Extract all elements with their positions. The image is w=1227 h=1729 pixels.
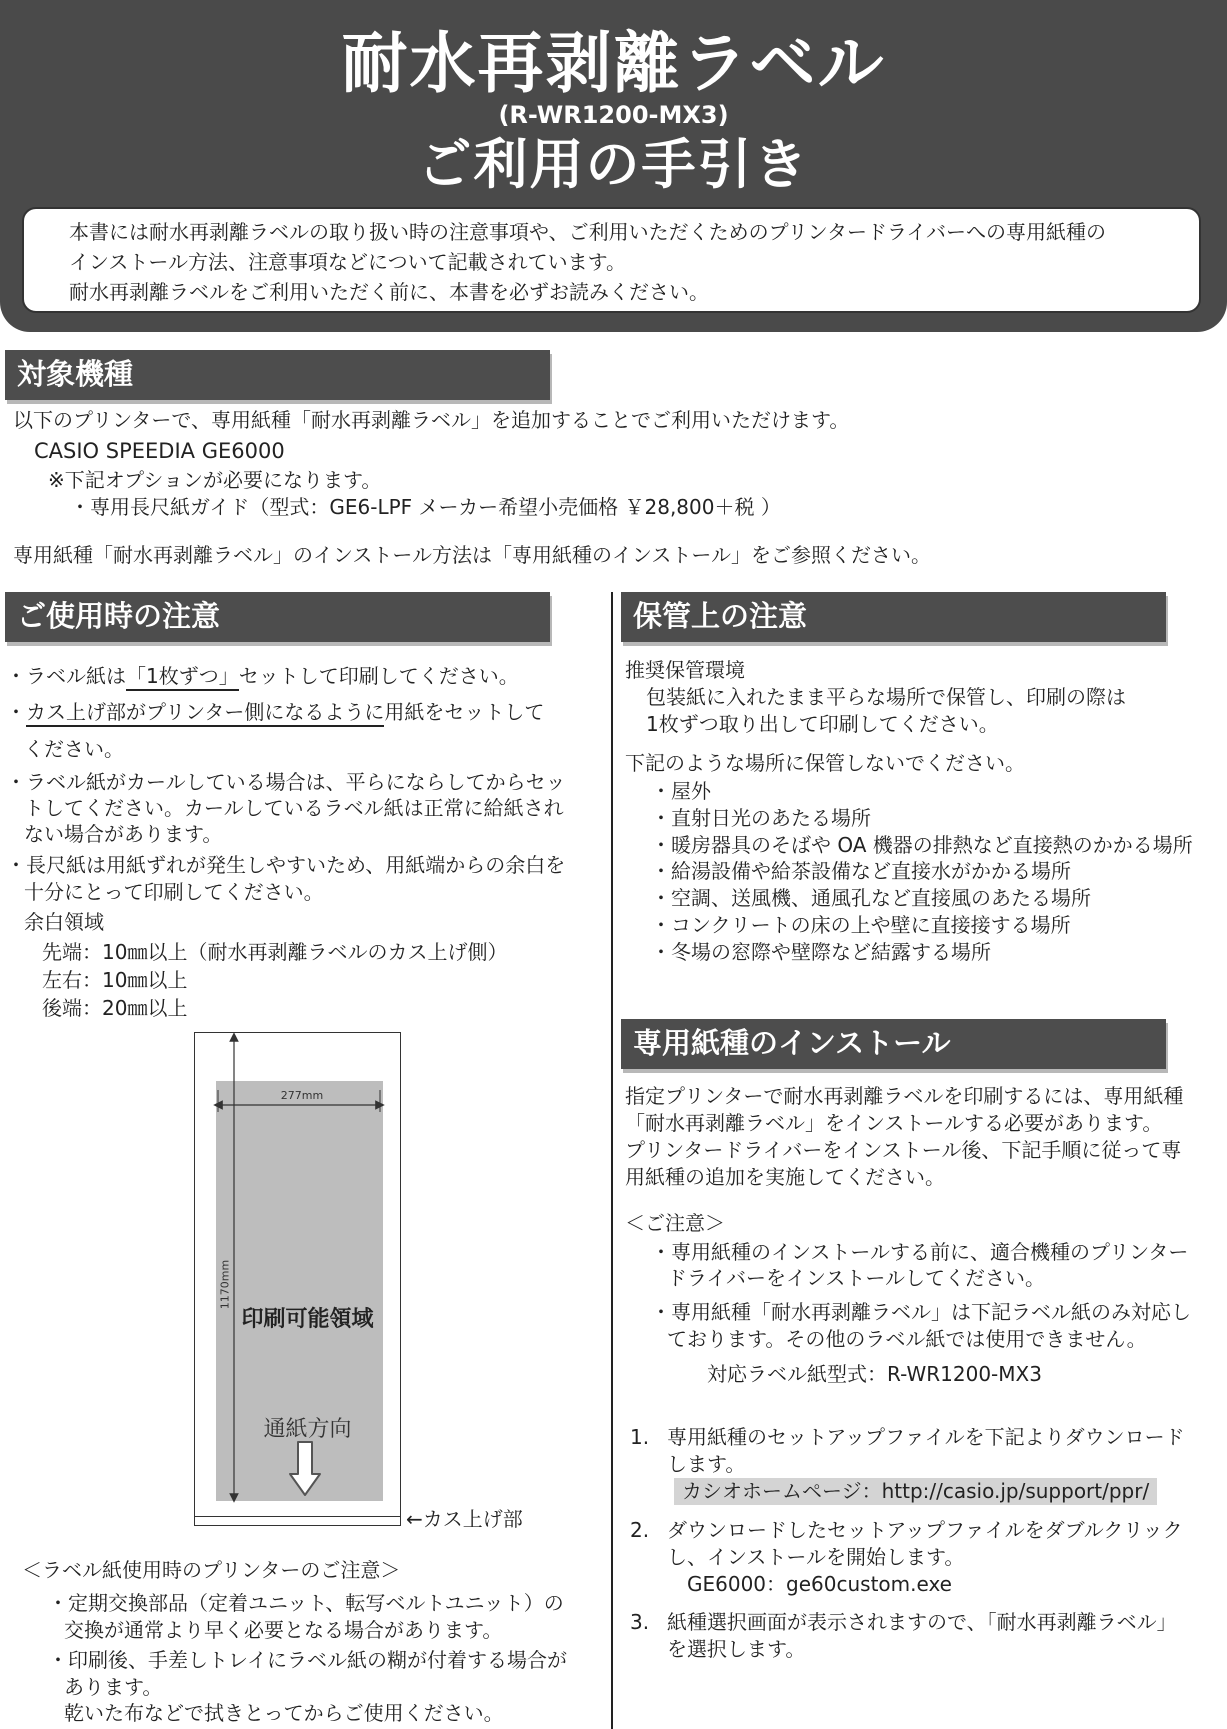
storage-avoid-title: 下記のような場所に保管しないでください。 — [625, 751, 1025, 775]
download-url[interactable]: カシオホームページ：http://casio.jp/support/ppr/ — [674, 1478, 1157, 1505]
text: ・ — [6, 700, 26, 724]
intro-line: インストール方法、注意事項などについて記載されています。 — [69, 250, 626, 274]
waste-part-label: ←カス上げ部 — [406, 1507, 523, 1531]
printer-note-1: ・定期交換部品（定着ユニット、転写ベルトユニット）の — [48, 1591, 564, 1615]
text: セットして印刷してください。 — [238, 664, 519, 688]
setup-filename: GE6000：ge60custom.exe — [687, 1572, 952, 1596]
install-reference: 専用紙種「耐水再剥離ラベル」のインストール方法は「専用紙種のインストール」をご参照ください。 — [13, 543, 931, 567]
arrow-down-icon — [287, 1440, 323, 1498]
intro-line: 本書には耐水再剥離ラベルの取り扱い時の注意事項や、ご利用いただくためのプリンタードライバーへの専用紙種の — [69, 220, 1106, 244]
step-number: 3. — [630, 1610, 650, 1634]
step-2-text: ダウンロードしたセットアップファイルをダブルクリック — [667, 1518, 1183, 1542]
section-heading-usage: ご使用時の注意 — [5, 592, 550, 642]
storage-env-title: 推奨保管環境 — [625, 658, 745, 682]
target-model: CASIO SPEEDIA GE6000 — [34, 439, 285, 463]
feed-direction-label: 通紙方向 — [263, 1417, 352, 1442]
margin-rear: 後端：20㎜以上 — [42, 996, 188, 1020]
column-divider — [611, 592, 613, 1729]
install-para: プリンタードライバーをインストール後、下記手順に従って専 — [625, 1138, 1182, 1162]
step-number: 1. — [630, 1425, 650, 1449]
printer-note-1-cont: 交換が通常より早く必要となる場合があります。 — [64, 1618, 503, 1642]
margin-title: 余白領域 — [24, 910, 104, 934]
underlined-text: 「1枚ずつ」 — [126, 664, 239, 691]
supported-label-model: 対応ラベル紙型式：R-WR1200-MX3 — [707, 1362, 1042, 1386]
storage-place-item: ・直射日光のあたる場所 — [651, 806, 871, 830]
step-2-text: し、インストールを開始します。 — [667, 1545, 965, 1569]
step-1-text: します。 — [667, 1452, 746, 1476]
install-para: 指定プリンターで耐水再剥離ラベルを印刷するには、専用紙種 — [625, 1084, 1184, 1108]
usage-bullet-4: ・長尺紙は用紙ずれが発生しやすいため、用紙端からの余白を — [6, 853, 566, 877]
margin-front: 先端：10㎜以上（耐水再剥離ラベルのカス上げ側） — [42, 940, 508, 964]
usage-bullet-1 — [6, 663, 519, 690]
storage-env-text: 1枚ずつ取り出して印刷してください。 — [646, 712, 999, 736]
printer-note-2: ・印刷後、手差しトレイにラベル紙の糊が付着する場合が — [48, 1648, 567, 1672]
storage-place-item: ・冬場の窓際や壁際など結露する場所 — [651, 940, 991, 964]
usage-bullet-3-cont: ない場合があります。 — [24, 822, 223, 846]
usage-bullet-3: ・ラベル紙がカールしている場合は、平らにならしてからセッ — [6, 770, 566, 794]
storage-place-item: ・屋外 — [651, 779, 711, 803]
intro-box — [22, 207, 1201, 313]
install-caution-2-cont: ております。その他のラベル紙では使用できません。 — [667, 1327, 1147, 1351]
storage-place-item: ・空調、送風機、通風孔など直接風のあたる場所 — [651, 886, 1091, 910]
target-note: ※下記オプションが必要になります。 — [48, 468, 382, 492]
install-para: 「耐水再剥離ラベル」をインストールする必要があります。 — [625, 1111, 1163, 1135]
storage-env-text: 包装紙に入れたまま平らな場所で保管し、印刷の際は — [646, 685, 1126, 709]
section-heading-install: 専用紙種のインストール — [621, 1019, 1166, 1069]
storage-place-item: ・給湯設備や給茶設備など直接水がかかる場所 — [651, 859, 1071, 883]
underlined-text: カス上げ部がプリンター側になるように — [26, 700, 384, 727]
waste-strip — [194, 1516, 401, 1526]
printer-note-2-cont: あります。 — [64, 1675, 163, 1699]
page-title: 耐水再剥離ラベル — [341, 25, 886, 102]
target-option: ・専用長尺紙ガイド（型式：GE6-LPF メーカー希望小売価格 ￥28,800＋税 ） — [70, 495, 781, 519]
printer-note-title: ＜ラベル紙使用時のプリンターのご注意＞ — [22, 1558, 401, 1582]
storage-place-item: ・暖房器具のそばや OA 機器の排熱など直接熱のかかる場所 — [651, 833, 1193, 857]
margin-left-right: 左右：10㎜以上 — [42, 968, 188, 992]
width-dimension-label: 277mm — [280, 1089, 324, 1102]
text: 用紙をセットして — [384, 700, 545, 724]
printer-note-2-cont: 乾いた布などで拭きとってからご使用ください。 — [64, 1701, 504, 1725]
install-caution-1: ・専用紙種のインストールする前に、適合機種のプリンター — [651, 1240, 1189, 1264]
step-3-text: 紙種選択画面が表示されますので、「耐水再剥離ラベル」 — [667, 1610, 1177, 1634]
section-heading-storage: 保管上の注意 — [621, 592, 1166, 642]
storage-place-item: ・コンクリートの床の上や壁に直接接する場所 — [651, 913, 1071, 937]
step-1-text: 専用紙種のセットアップファイルを下記よりダウンロード — [667, 1425, 1185, 1449]
install-caution-2: ・専用紙種「耐水再剥離ラベル」は下記ラベル紙のみ対応し — [651, 1300, 1191, 1324]
step-number: 2. — [630, 1518, 650, 1542]
usage-bullet-3-cont: トしてください。カールしているラベル紙は正常に給紙され — [24, 796, 564, 820]
page-subtitle: ご利用の手引き — [417, 133, 810, 196]
target-text: 以下のプリンターで、専用紙種「耐水再剥離ラベル」を追加することでご利用いただけます。 — [13, 408, 850, 432]
usage-bullet-2-cont: ください。 — [24, 737, 124, 761]
printable-area-label: 印刷可能領域 — [241, 1307, 374, 1332]
height-dimension-label: 1170mm — [218, 1259, 232, 1310]
usage-bullet-2 — [6, 699, 544, 726]
product-code: (R-WR1200-MX3) — [498, 101, 729, 129]
install-caution-title: ＜ご注意＞ — [625, 1211, 725, 1235]
install-caution-1-cont: ドライバーをインストールしてください。 — [667, 1266, 1045, 1290]
install-para: 用紙種の追加を実施してください。 — [625, 1165, 945, 1189]
step-3-text: を選択します。 — [667, 1637, 806, 1661]
intro-line: 耐水再剥離ラベルをご利用いただく前に、本書を必ずお読みください。 — [69, 280, 709, 304]
usage-bullet-4-cont: 十分にとって印刷してください。 — [24, 880, 324, 904]
section-heading-target: 対象機種 — [5, 350, 550, 400]
text: ・ラベル紙は — [6, 664, 126, 688]
